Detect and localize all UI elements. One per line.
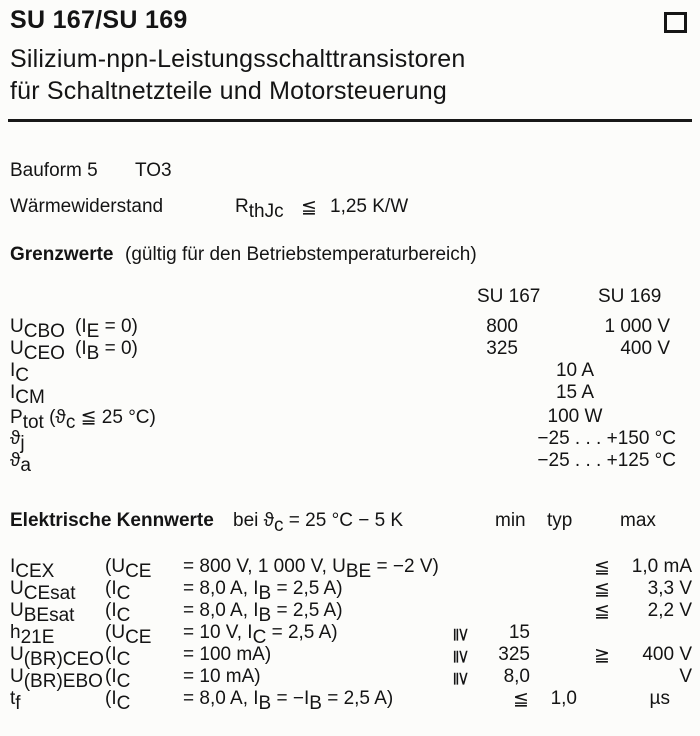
- max-unit: µs: [649, 688, 670, 709]
- condition-lhs: ($U_{CE}$: [105, 622, 152, 649]
- value-su169: 1 000 V: [604, 316, 670, 337]
- parameter-symbol: $I_{CM}$: [10, 382, 45, 409]
- thermal-row: [0, 196, 700, 223]
- limit-row-theta-a: [0, 450, 700, 477]
- min-value: 325: [498, 644, 530, 665]
- grenzwerte-heading-note: (gültig für den Betriebstemperaturbereich): [125, 244, 477, 265]
- bauform-label: Bauform 5: [10, 160, 98, 181]
- condition-rhs: = 8,0 A, $I_B = -I_B = 2,5$ A): [183, 688, 394, 715]
- corner-box-icon: [664, 12, 687, 33]
- parameter-symbol: $I_{CEX}$: [10, 556, 55, 583]
- thermal-value: 1,25 K/W: [330, 196, 409, 217]
- page-title: SU 167/SU 169: [10, 6, 188, 34]
- parameter-symbol: $U_{CBO}$: [10, 316, 65, 343]
- page-subtitle-line2: für Schaltnetzteile und Motorsteuerung: [10, 77, 448, 105]
- condition-rhs: = 8,0 A, $I_B = 2,5$ A): [183, 578, 343, 605]
- parameter-symbol: $U_{CEO}$: [10, 338, 65, 365]
- condition-lhs: ($I_C$: [105, 600, 131, 627]
- condition-lhs: ($U_{CE}$: [105, 556, 152, 583]
- condition-rhs: = 100 mA): [183, 644, 272, 665]
- divider-rule: [8, 119, 692, 122]
- column-header-su167: SU 167: [477, 286, 541, 307]
- char-row-ubesat: [0, 600, 700, 627]
- value-shared: 10 A: [555, 360, 595, 381]
- condition-lhs: ($I_C$: [105, 578, 131, 605]
- condition-rhs: = 10 mA): [183, 666, 261, 687]
- limit-row-icm: [0, 382, 700, 409]
- limit-row-ucbo: [0, 316, 700, 343]
- value-range: −25 . . . +150 °C: [537, 428, 676, 449]
- kennwerte-heading-note: bei $ϑ_c = 25$ °C − 5 K: [233, 510, 404, 537]
- parameter-symbol: $U_{CEsat}$: [10, 578, 76, 605]
- typ-value: 1,0: [550, 688, 577, 709]
- kennwerte-heading-row: [0, 510, 700, 537]
- bauform-row: [0, 160, 700, 182]
- parameter-symbol: $h_{21E}$: [10, 622, 55, 649]
- parameter-symbol: $U_{BEsat}$: [10, 600, 75, 627]
- min-relation-rotated: ≧: [450, 626, 472, 643]
- limit-row-uceo: [0, 338, 700, 365]
- condition-rhs: = 800 V, 1 000 V, $U_{BE} = -2$ V): [183, 556, 439, 583]
- max-value: 3,3 V: [647, 578, 692, 599]
- page-subtitle-line1: Silizium-npn-Leistungsschalttransistoren: [10, 45, 466, 73]
- char-row-icex: [0, 556, 700, 583]
- char-row-ubrebo: [0, 666, 700, 693]
- parameter-symbol: $U_{(BR)EBO}$: [10, 666, 103, 693]
- parameter-symbol: $P_{tot}$ ($ϑ_c$ ≦ 25 °C): [10, 407, 156, 434]
- typ-relation: ≦: [513, 689, 529, 710]
- max-relation: ≧: [594, 645, 610, 666]
- column-header-typ: typ: [547, 510, 573, 531]
- max-relation: ≦: [594, 601, 610, 622]
- grenzwerte-heading-row: [0, 244, 700, 266]
- condition-rhs: = 8,0 A, $I_B = 2,5$ A): [183, 600, 343, 627]
- value-su169: 400 V: [620, 338, 670, 359]
- parameter-symbol: $U_{(BR)CEO}$: [10, 644, 104, 671]
- grenzwerte-heading: Grenzwerte: [10, 244, 114, 265]
- package-label: TO3: [135, 160, 172, 181]
- condition-rhs: = 10 V, $I_C = 2,5$ A): [183, 622, 338, 649]
- max-unit: V: [679, 666, 692, 687]
- char-row-h21e: [0, 622, 700, 649]
- limit-row-ic: [0, 360, 700, 387]
- parameter-symbol: $t_f$: [10, 688, 21, 715]
- max-relation: ≦: [594, 557, 610, 578]
- column-header-min: min: [495, 510, 526, 531]
- max-value: 400 V: [642, 644, 692, 665]
- limit-row-theta-j: [0, 428, 700, 455]
- parameter-symbol: $I_C$: [10, 360, 30, 387]
- value-shared: 100 W: [547, 406, 603, 427]
- column-header-max: max: [620, 510, 656, 531]
- thermal-relation: ≦: [301, 197, 317, 218]
- parameter-symbol: $ϑ_j$: [10, 428, 25, 455]
- limit-row-ptot: [0, 406, 700, 434]
- char-row-ubrceo: [0, 644, 700, 671]
- char-row-ucesat: [0, 578, 700, 605]
- value-range: −25 . . . +125 °C: [537, 450, 676, 471]
- min-value: 15: [508, 622, 530, 643]
- value-shared: 15 A: [555, 382, 595, 403]
- min-relation-rotated: ≧: [450, 670, 472, 687]
- max-relation: ≦: [594, 579, 610, 600]
- value-su167: 800: [486, 316, 518, 337]
- condition-lhs: ($I_C$: [105, 666, 131, 693]
- grenzwerte-column-header-row: [0, 286, 700, 308]
- min-value: 8,0: [503, 666, 530, 687]
- kennwerte-heading: Elektrische Kennwerte: [10, 510, 214, 531]
- max-value: 1,0 mA: [631, 556, 692, 577]
- thermal-label: Wärmewiderstand: [10, 196, 164, 217]
- parameter-condition: $(I_E = 0)$: [75, 316, 138, 343]
- value-su167: 325: [486, 338, 518, 359]
- condition-lhs: ($I_C$: [105, 644, 131, 671]
- condition-lhs: ($I_C$: [105, 688, 131, 715]
- max-value: 2,2 V: [647, 600, 692, 621]
- min-relation-rotated: ≧: [450, 648, 472, 665]
- column-header-su169: SU 169: [598, 286, 662, 307]
- char-row-tf: [0, 688, 700, 715]
- thermal-symbol: $R_{thJc}$: [235, 196, 284, 223]
- parameter-symbol: $ϑ_a$: [10, 450, 31, 477]
- parameter-condition: $(I_B = 0)$: [75, 338, 138, 365]
